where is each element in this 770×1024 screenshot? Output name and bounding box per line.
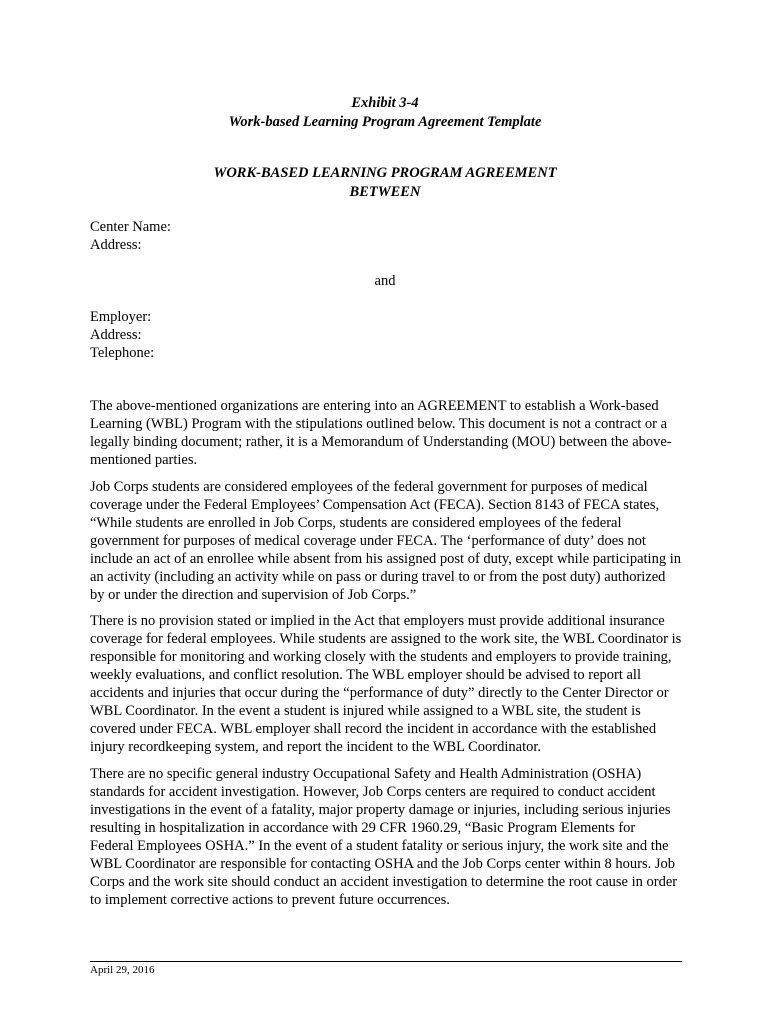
and-connector: and xyxy=(374,273,396,289)
footer-date: April 29, 2016 xyxy=(90,964,155,976)
center-fields xyxy=(90,218,171,254)
employer-telephone-label: Telephone: xyxy=(90,345,155,361)
employer-fields xyxy=(90,308,154,362)
body-paragraph: The above-mentioned organizations are entering into an AGREEMENT to establish a Work-based Learning (WBL) Program with the stipulations outlined below. This document is not a contract or a legally binding document; rather, it is a Memorandum of Understanding (MOU) between the above-mentioned parties. xyxy=(90,398,672,468)
body-paragraph: There is no provision stated or implied in the Act that employers must provide additional insurance coverage for federal employees. While students are assigned to the work site, the WBL Coordinator is responsible for monitoring and working closely with the students and employers to provide training, weekly evaluations, and conflict resolution. The WBL employer should be advised to report all accidents and injuries that occur during the “performance of duty” directly to the Center Director or WBL Coordinator. In the event a student is injured while assigned to a WBL site, the student is covered under FECA. WBL employer shall record the incident in accordance with the established injury recordkeeping system, and report the incident to the WBL Coordinator. xyxy=(90,613,682,755)
body-paragraph: Job Corps students are considered employees of the federal government for purposes of medical coverage under the Federal Employees’ Compensation Act (FECA). Section 8143 of FECA states, “While students are enrolled in Job Corps, students are considered employees of the federal government for purposes of medical coverage under FECA. The ‘performance of duty’ does not include an act of an enrollee while absent from his assigned post of duty, except while participating in an activity (including an activity while on pass or during travel to or from the post duty) authorized by or under the direction and supervision of Job Corps.” xyxy=(90,478,681,603)
agreement-heading xyxy=(0,164,770,202)
body-paragraph: There are no specific general industry Occupational Safety and Health Administration (OSHA) standards for accident investigation. However, Job Corps centers are required to conduct accident investigations in the event of a fatality, major property damage or injuries, including serious injuries resulting in hospitalization in accordance with 29 CFR 1960.29, “Basic Program Elements for Federal Employees OSHA.” In the event of a student fatality or serious injury, the work site and the WBL Coordinator are responsible for contacting OSHA and the Job Corps center within 8 hours. Job Corps and the work site should conduct an accident investigation to determine the root cause in order to implement corrective actions to prevent future occurrences. xyxy=(90,765,678,908)
exhibit-number: Exhibit 3-4 xyxy=(351,95,419,111)
center-address-label: Address: xyxy=(90,237,142,253)
agreement-body xyxy=(90,397,682,917)
exhibit-header xyxy=(0,94,770,132)
employer-address-label: Address: xyxy=(90,327,142,343)
exhibit-title: Work-based Learning Program Agreement Template xyxy=(228,114,542,130)
footer-divider xyxy=(90,961,682,962)
employer-label: Employer: xyxy=(90,309,152,325)
agreement-heading-line1: WORK-BASED LEARNING PROGRAM AGREEMENT xyxy=(213,165,557,181)
center-name-label: Center Name: xyxy=(90,219,171,235)
agreement-heading-line2: BETWEEN xyxy=(349,184,421,200)
